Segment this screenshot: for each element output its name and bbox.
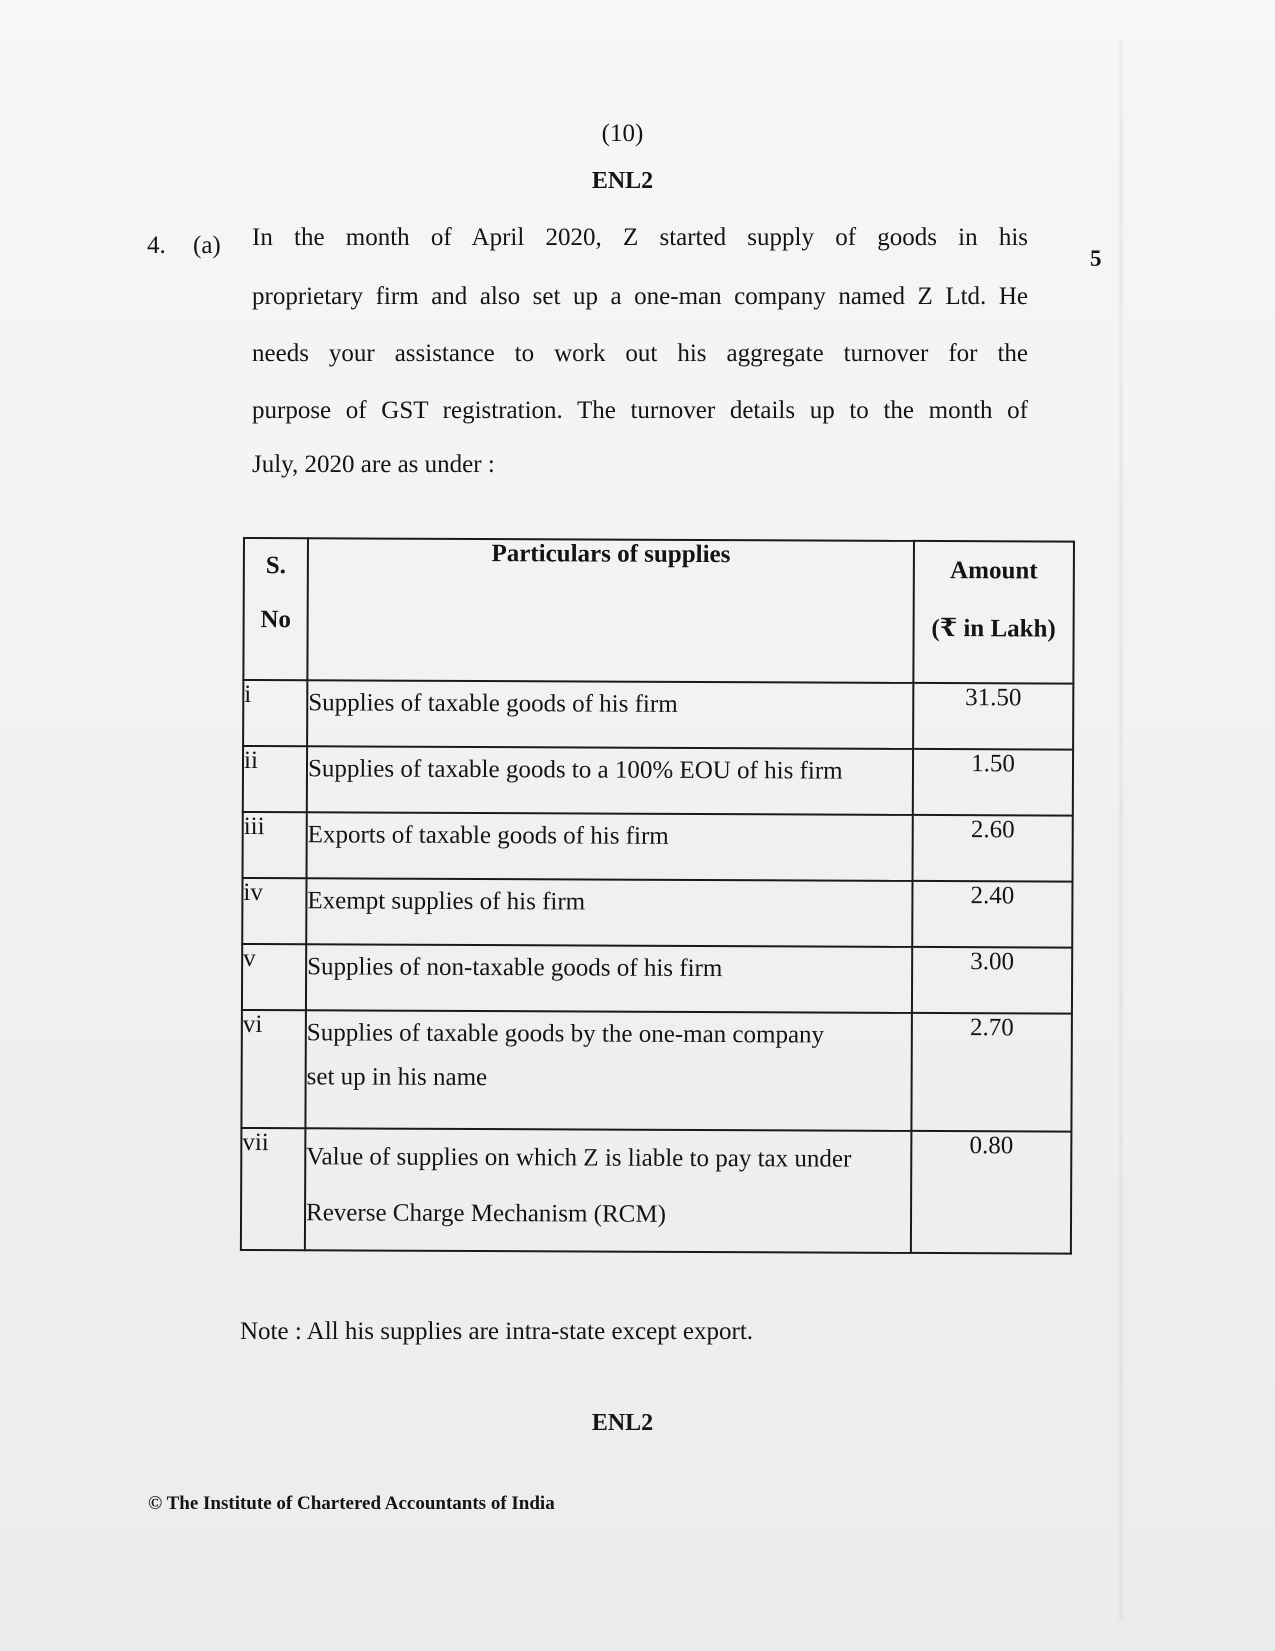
table-row (242, 878, 1072, 948)
header-sno (243, 538, 308, 680)
scan-edge-shadow (1117, 40, 1125, 1620)
row-particulars (305, 1128, 912, 1253)
copyright-notice: © The Institute of Chartered Accountants of India (148, 1493, 555, 1514)
table-row (241, 1010, 1072, 1132)
table-row (243, 812, 1073, 882)
row-amount: 3.00 (912, 947, 1072, 1014)
paper-code-bottom: ENL2 (591, 1410, 654, 1436)
row-amount: 1.50 (913, 749, 1073, 816)
row-sno: vii (241, 1128, 306, 1250)
row-particulars (306, 878, 912, 947)
table-row (241, 1128, 1072, 1254)
header-amount-line2: (₹ in Lakh) (931, 615, 1056, 643)
table-row (243, 680, 1073, 750)
row-particulars (307, 680, 913, 749)
row-sno: v (242, 944, 306, 1010)
table-row (242, 944, 1072, 1014)
row-particulars-line-2: Reverse Charge Mechanism (RCM) (305, 1199, 666, 1228)
row-amount: 31.50 (913, 683, 1073, 750)
row-amount: 2.60 (913, 815, 1073, 882)
question-text-line: In the month of April 2020, Z started supply of goods in his (252, 224, 1028, 251)
header-sno-line1: S. (265, 552, 287, 580)
row-particulars-line: Supplies of taxable goods of his firm (308, 689, 678, 718)
row-particulars (306, 944, 912, 1013)
row-amount: 0.80 (911, 1131, 1072, 1254)
row-particulars (307, 746, 913, 815)
row-particulars (307, 812, 913, 881)
row-particulars-line: Supplies of non-taxable goods of his firm (307, 953, 723, 983)
paper-code-top: ENL2 (591, 168, 654, 194)
row-particulars-line: Exports of taxable goods of his firm (307, 821, 669, 850)
question-text-line: purpose of GST registration. The turnover details up to the month of (252, 397, 1028, 424)
row-sno: i (243, 680, 307, 746)
row-particulars-line: Supplies of taxable goods to a 100% EOU of his firm (307, 755, 843, 785)
row-amount: 2.40 (912, 881, 1072, 948)
table-row (243, 746, 1073, 816)
question-text-line: July, 2020 are as under : (252, 451, 495, 478)
question-part: (a) (193, 232, 221, 259)
page-number: (10) (601, 120, 644, 147)
supplies-table (240, 537, 1075, 1255)
question-number: 4. (147, 232, 166, 259)
row-sno: vi (241, 1010, 306, 1128)
question-marks: 5 (1090, 246, 1102, 271)
row-particulars-line: Value of supplies on which Z is liable to pay tax under (306, 1143, 852, 1173)
row-sno: iii (243, 812, 307, 878)
header-amount-line1: Amount (950, 557, 1038, 585)
table-header-row (243, 538, 1074, 684)
table-note: Note : All his supplies are intra-state except export. (240, 1318, 754, 1345)
row-sno: ii (243, 746, 307, 812)
row-particulars-line: Supplies of taxable goods by the one-man company (306, 1019, 825, 1049)
header-amount (913, 541, 1074, 684)
row-particulars-line: Exempt supplies of his firm (307, 887, 586, 916)
row-particulars (305, 1010, 912, 1131)
header-sno-line2: No (260, 606, 291, 634)
header-particulars: Particulars of supplies (307, 538, 914, 683)
row-amount: 2.70 (911, 1013, 1072, 1132)
question-text-line: needs your assistance to work out his aggregate turnover for the (252, 340, 1028, 367)
row-particulars-line-2: set up in his name (306, 1063, 488, 1092)
row-sno: iv (242, 878, 306, 944)
question-text-line: proprietary firm and also set up a one-man company named Z Ltd. He (252, 283, 1028, 310)
